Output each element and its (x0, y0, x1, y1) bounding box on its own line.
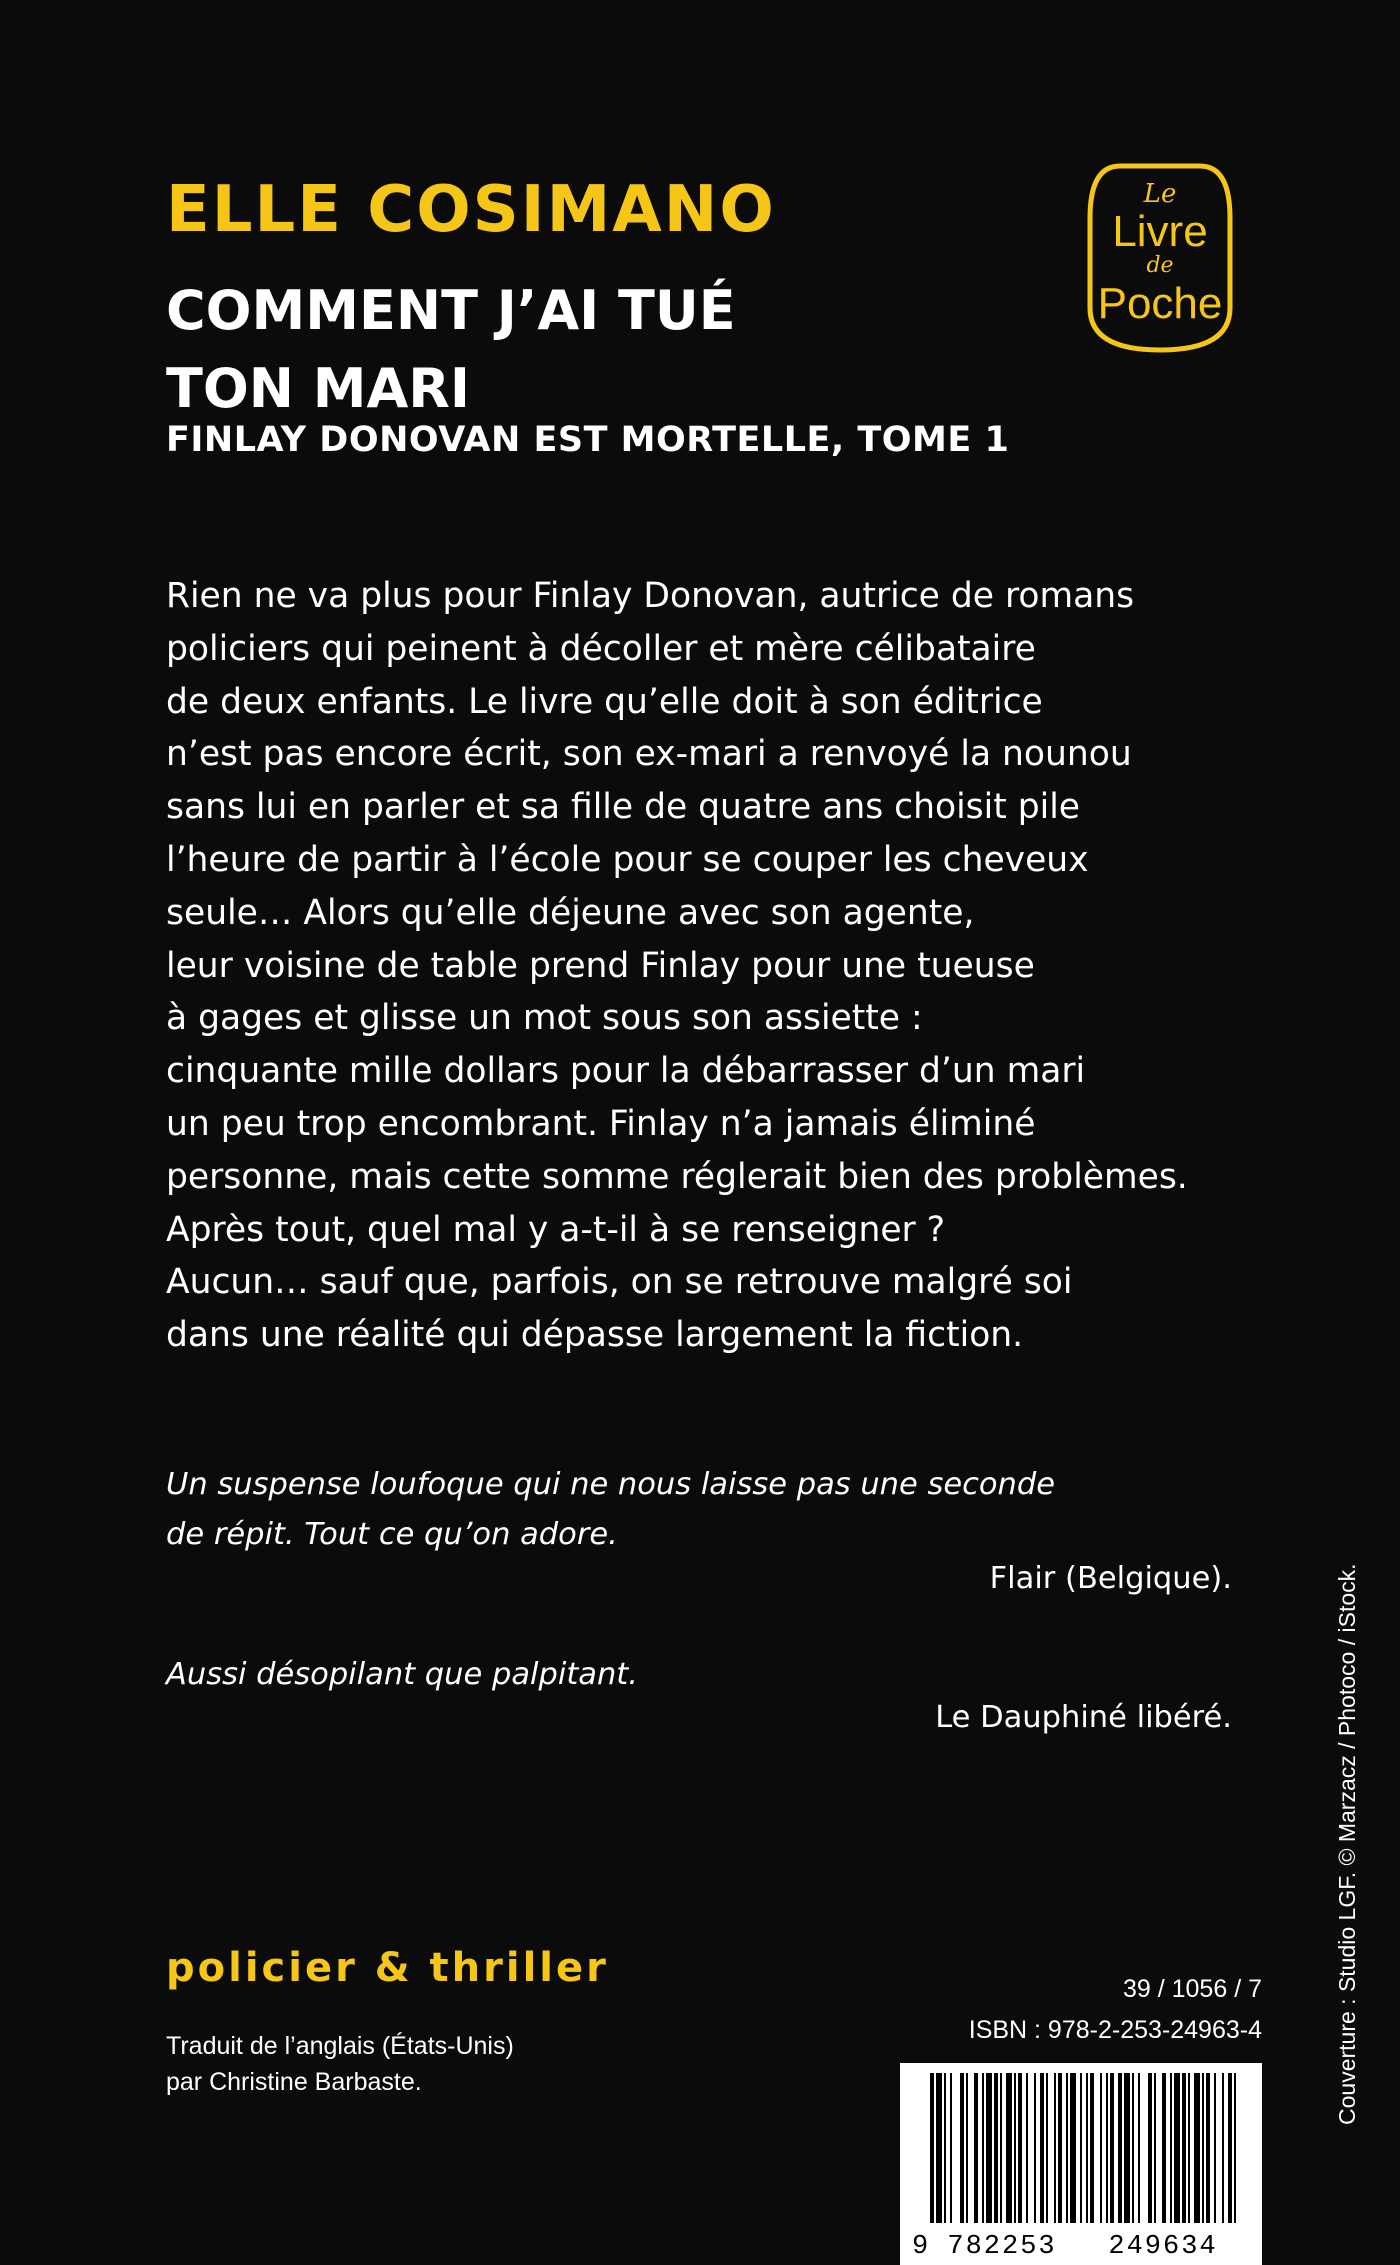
barcode-bar (1182, 2073, 1186, 2223)
book-title-line: COMMENT J’AI TUÉ (166, 279, 736, 342)
barcode-bar (1000, 2073, 1002, 2223)
barcode-bar (1132, 2073, 1134, 2223)
barcode-bar (1234, 2073, 1236, 2223)
barcode-bar (1070, 2073, 1076, 2223)
barcode-bar (950, 2073, 952, 2223)
barcode-bar (1228, 2073, 1232, 2223)
barcode-bar (1080, 2073, 1082, 2223)
barcode-digit: 9 (912, 2232, 929, 2262)
barcode-bar (1054, 2073, 1056, 2223)
press-quote: Aussi désopilant que palpitant. (166, 1657, 638, 1692)
barcode-bar (1026, 2073, 1028, 2223)
barcode-bar (1188, 2073, 1190, 2223)
barcode-bar (1014, 2073, 1016, 2223)
barcode-bar (1124, 2073, 1130, 2223)
barcode-bar (966, 2073, 968, 2223)
logo-text: Livre (1112, 207, 1208, 256)
barcode-bar (982, 2073, 984, 2223)
barcode-bar (1202, 2073, 1204, 2223)
barcode-bar (1154, 2073, 1156, 2223)
barcode-bar (1214, 2073, 1216, 2223)
barcode-bar (1174, 2073, 1180, 2223)
cover-credit: Couverture : Studio LGF. © Marzacz / Photoco / iStock. (1334, 1563, 1360, 2125)
barcode-bar (936, 2073, 942, 2223)
le-livre-de-poche-logo (1084, 158, 1236, 358)
barcode-bar (994, 2073, 998, 2223)
barcode-bar (1086, 2073, 1088, 2223)
author-name: ELLE COSIMANO (166, 173, 776, 247)
genre-label: policier & thriller (166, 1945, 609, 1991)
press-quote-source: Le Dauphiné libéré. (935, 1700, 1232, 1735)
barcode-bar (1138, 2073, 1140, 2223)
barcode-bar (986, 2073, 992, 2223)
barcode-bar (960, 2073, 964, 2223)
press-quote-source: Flair (Belgique). (989, 1561, 1232, 1596)
translator-credit: Traduit de l’anglais (États-Unis) par Christine Barbaste. (166, 2032, 514, 2096)
barcode-bar (1148, 2073, 1152, 2223)
book-title-line: TON MARI (166, 357, 470, 420)
logo-text: de (1146, 253, 1174, 278)
logo-text: Le (1143, 179, 1177, 209)
isbn-number: ISBN : 978-2-253-24963-4 (968, 2016, 1262, 2044)
barcode-bars (900, 2063, 1262, 2265)
barcode-bar (1170, 2073, 1172, 2223)
barcode-bar (1118, 2073, 1122, 2223)
barcode-bar (974, 2073, 978, 2223)
book-title (166, 272, 736, 428)
press-quote: Un suspense loufoque qui ne nous laisse pas une seconde de répit. Tout ce qu’on adore. (166, 1467, 1056, 1552)
barcode-bar (1110, 2073, 1114, 2223)
barcode-bar (1066, 2073, 1068, 2223)
barcode-bar (1206, 2073, 1210, 2223)
barcode-bar (1018, 2073, 1022, 2223)
barcode-bar-group (930, 2073, 1236, 2223)
barcode-bar (1006, 2073, 1012, 2223)
catalog-code: 39 / 1056 / 7 (1122, 1975, 1262, 2003)
barcode-bar (1040, 2073, 1044, 2223)
barcode (900, 2063, 1262, 2265)
barcode-bar (1106, 2073, 1108, 2223)
barcode-bar (1194, 2073, 1200, 2223)
logo-text: Poche (1097, 279, 1223, 328)
barcode-bar (1046, 2073, 1048, 2223)
barcode-bar (1162, 2073, 1166, 2223)
barcode-bar (1034, 2073, 1036, 2223)
barcode-bar (1058, 2073, 1062, 2223)
barcode-bar (1100, 2073, 1102, 2223)
barcode-digits: 782253 (947, 2232, 1057, 2262)
barcode-bar (1222, 2073, 1224, 2223)
barcode-digits: 249634 (1108, 2232, 1218, 2262)
series-subtitle: FINLAY DONOVAN EST MORTELLE, TOME 1 (166, 420, 1010, 460)
barcode-bar (930, 2073, 934, 2223)
back-cover-blurb: Rien ne va plus pour Finlay Donovan, autrice de romans policiers qui peinent à décoller et mère célibataire de deux enfants. Le livre qu’elle doit à son éditrice n’est pas encore écrit, son ex-mari a renvoyé la nounou sans lui en parler et sa fille de quatre ans choisit pile l’heure de partir à l’école pour se couper les cheveux seule… Alors qu’elle déjeune avec son agente, leur voisine de table prend Finlay pour une tueuse à gages et glisse un mot sous son assiette : cinquante mille dollars pour la débarrasser d’un mari un peu trop encombrant. Finlay n’a jamais éliminé personne, mais cette somme réglerait bien des problèmes. Après tout, quel mal y a-t-il à se renseigner ? Aucun… sauf que, parfois, on se retrouve malgré soi dans une réalité qui dépasse largement la fiction. (166, 576, 1188, 1356)
barcode-bar (1090, 2073, 1094, 2223)
barcode-bar (944, 2073, 946, 2223)
